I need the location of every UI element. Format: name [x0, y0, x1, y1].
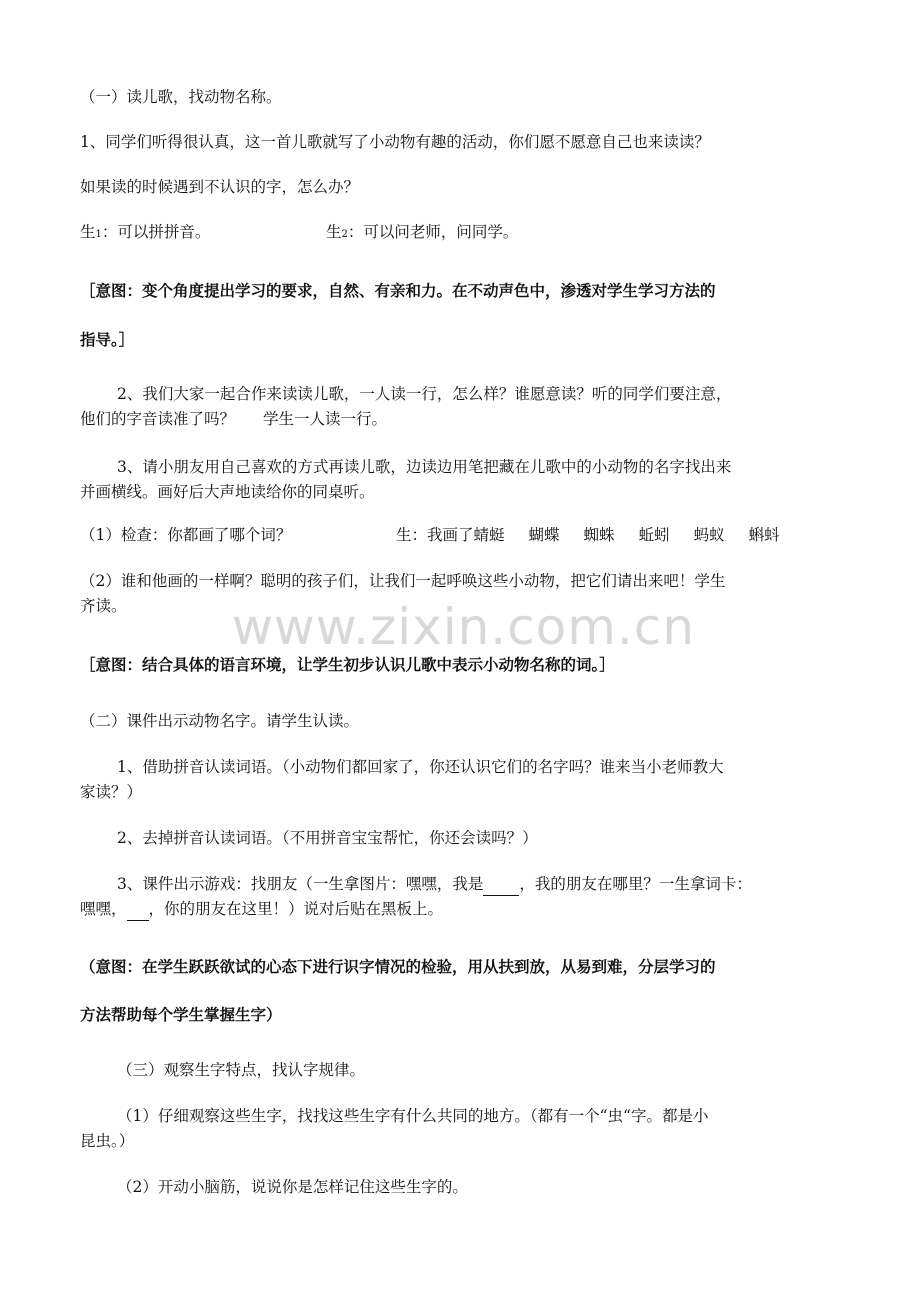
section-3-q1-line-1: （1）仔细观察这些生字，找找这些生字有什么共同的地方。（都有一个“虫“字。都是小 [117, 1107, 709, 1125]
word-3: 蜘蛛 [583, 526, 615, 544]
word-2: 蝴蝶 [528, 526, 560, 544]
paragraph-2-text: 他们的字音读准了吗？ [80, 410, 236, 428]
section-3-q1-line-2: 昆虫。） [80, 1132, 135, 1150]
item-3-text-a: 3、课件出示游戏：找朋友（一生拿图片：嘿嘿，我是 [117, 875, 484, 893]
student-answers-row [80, 221, 210, 246]
word-1: 蜻蜓 [473, 526, 505, 544]
check-answer-row [396, 524, 780, 546]
paragraph-2-note: 学生一人读一行。 [263, 410, 388, 428]
item-3-text-d: ，你的朋友在这里！）说对后贴在黑板上。 [148, 900, 444, 918]
student-2-row [326, 221, 518, 246]
paragraph-4-line-2: 齐读。 [80, 597, 127, 615]
word-6: 蝌蚪 [748, 526, 780, 544]
intent-3-line-2: 方法帮助每个学生掌握生字） [80, 1006, 282, 1024]
intent-1-line-1: ［意图：变个角度提出学习的要求，自然、有亲和力。在不动声色中，渗透对学生学习方法的 [80, 282, 716, 300]
check-question: （1）检查：你都画了哪个词？ [80, 526, 292, 544]
section-3-q2: （2）开动小脑筋，说说你是怎样记住这些生字的。 [117, 1178, 468, 1196]
check-answer-label: 生：我画了 [396, 526, 474, 544]
intent-1-line-2: 指导。］ [80, 331, 135, 349]
item-1-line-1: 1、借助拼音认读词语。（小动物们都回家了，你还认识它们的名字吗？谁来当小老师教大 [117, 758, 724, 776]
word-5: 蚂蚁 [693, 526, 725, 544]
paragraph-3-line-1: 3、请小朋友用自己喜欢的方式再读儿歌，边读边用笔把藏在儿歌中的小动物的名字找出来 [117, 458, 732, 476]
paragraph-4-line-1: （2）谁和他画的一样啊？聪明的孩子们，让我们一起呼唤这些小动物，把它们请出来吧！学生 [80, 572, 726, 590]
item-2: 2、去掉拼音认读词语。（不用拼音宝宝帮忙，你还会读吗？） [117, 829, 538, 847]
item-1-line-2: 家读？） [80, 783, 143, 801]
item-3-line-2 [80, 898, 443, 921]
paragraph-3-line-2: 并画横线。画好后大声地读给你的同桌听。 [80, 483, 375, 501]
fill-blank-2 [127, 898, 149, 921]
watermark: www.zixin.com.cn [232, 598, 696, 656]
item-3-text-c: 嘿嘿， [80, 900, 127, 918]
section-1-question-1b: 如果读的时候遇到不认识的字，怎么办？ [80, 178, 360, 196]
section-1-question-1: 1、同学们听得很认真，这一首儿歌就写了小动物有趣的活动，你们愿不愿意自己也来读读？ [80, 133, 710, 151]
section-2-heading: （二）课件出示动物名字。请学生认读。 [80, 712, 360, 730]
student-1-subscript: 1 [95, 229, 102, 240]
word-4: 蚯蚓 [638, 526, 670, 544]
paragraph-2-line-1: 2、我们大家一起合作来读读儿歌，一人读一行，怎么样？谁愿意读？听的同学们要注意， [117, 385, 732, 403]
fill-blank-1 [483, 873, 519, 896]
paragraph-2-line-2 [80, 408, 387, 430]
student-1-answer: ：可以拼拼音。 [101, 223, 211, 241]
student-1-label: 生 [80, 223, 96, 241]
student-2-label: 生 [326, 223, 342, 241]
intent-2: ［意图：结合具体的语言环境，让学生初步认识儿歌中表示小动物名称的词。］ [80, 656, 615, 674]
item-3-text-b: ，我的朋友在哪里？一生拿词卡： [519, 875, 752, 893]
item-3-line-1 [117, 873, 752, 896]
student-2-answer: ：可以问老师，问同学。 [347, 223, 519, 241]
intent-3-line-1: （意图：在学生跃跃欲试的心态下进行识字情况的检验，用从扶到放，从易到难，分层学习的 [80, 958, 716, 976]
section-1-heading: （一）读儿歌，找动物名称。 [80, 88, 282, 106]
section-3-heading: （三）观察生字特点，找认字规律。 [117, 1061, 366, 1079]
student-2-subscript: 2 [341, 229, 348, 240]
